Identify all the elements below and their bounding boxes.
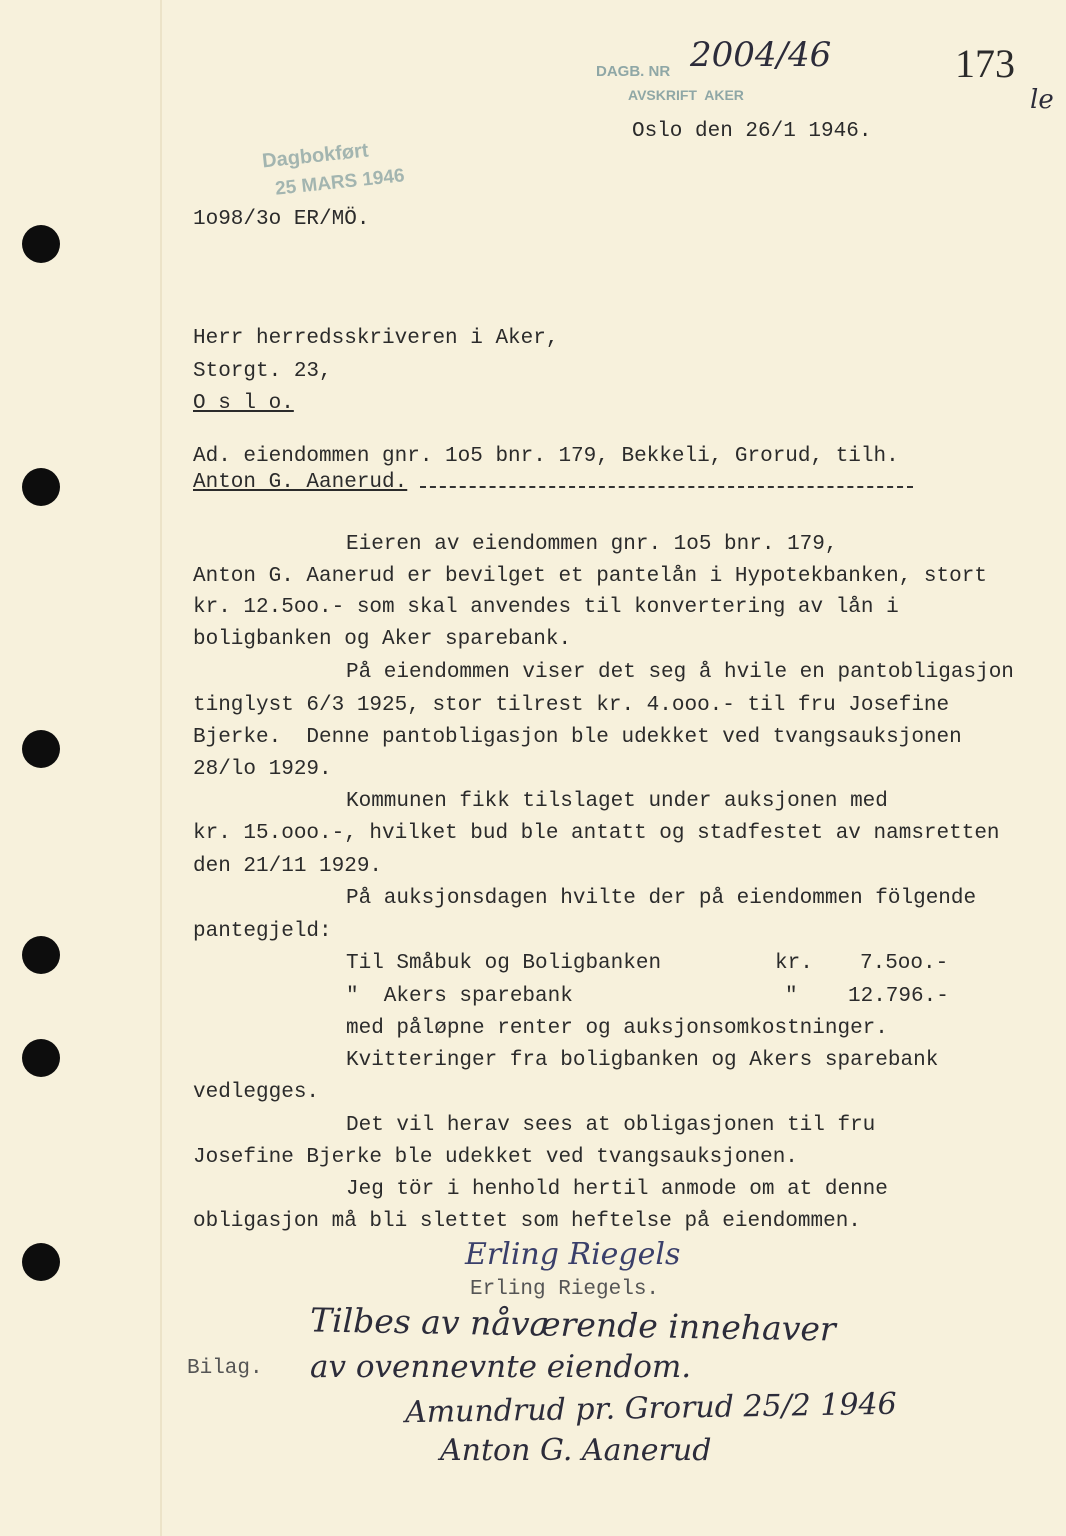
dagb-stamp: DAGB. NR xyxy=(596,63,671,80)
signature-handwritten: Erling Riegels xyxy=(465,1237,681,1272)
debt-currency: kr. xyxy=(775,952,813,975)
subject-line: Ad. eiendommen gnr. 1o5 bnr. 179, Bekkeli, Grorud, tilh. xyxy=(193,445,899,468)
reference: 1o98/3o ER/MÖ. xyxy=(193,208,370,231)
punch-hole xyxy=(22,1039,60,1077)
avskrift-stamp: AVSKRIFT AKER xyxy=(628,87,744,103)
body-line: boligbanken og Aker sparebank. xyxy=(193,628,572,651)
handwritten-note-line: Anton G. Aanerud xyxy=(440,1433,712,1468)
subject-underline xyxy=(420,486,913,488)
body-line: kr. 15.ooo.-, hvilket bud ble antatt og stadfestet av namsretten xyxy=(193,822,1000,845)
enclosure-label: Bilag. xyxy=(187,1357,263,1380)
fold-line xyxy=(160,0,162,1536)
body-line: Anton G. Aanerud er bevilget et pantelån i Hypotekbanken, stort xyxy=(193,565,987,588)
body-line: vedlegges. xyxy=(193,1081,320,1104)
body-line: På auksjonsdagen hvilte der på eiendommen fölgende xyxy=(346,887,977,910)
body-line: kr. 12.5oo.- som skal anvendes til konvertering av lån i xyxy=(193,596,899,619)
body-line: Kvitteringer fra boligbanken og Akers sparebank xyxy=(346,1049,939,1072)
address-line: Herr herredsskriveren i Aker, xyxy=(193,327,559,350)
body-line: Josefine Bjerke ble udekket ved tvangsauksjonen. xyxy=(193,1146,798,1169)
debt-name: " Akers sparebank xyxy=(346,985,573,1008)
page-number: 173 xyxy=(955,41,1015,86)
body-line: 28/lo 1929. xyxy=(193,758,332,781)
address-line: O s l o. xyxy=(193,392,294,415)
debt-amount: 7.5oo.- xyxy=(860,952,949,975)
debt-currency: " xyxy=(785,985,798,1008)
punch-hole xyxy=(22,730,60,768)
dagbok-stamp: Dagbokført xyxy=(261,139,370,173)
body-line: Bjerke. Denne pantobligasjon ble udekket ved tvangsauksjonen xyxy=(193,726,962,749)
place-date: Oslo den 26/1 1946. xyxy=(632,120,872,143)
punch-hole xyxy=(22,1243,60,1281)
body-line: Kommunen fikk tilslaget under auksjonen med xyxy=(346,790,888,813)
body-line: obligasjon må bli slettet som heftelse på eiendommen. xyxy=(193,1210,861,1233)
page-mark: le xyxy=(1030,85,1054,115)
body-line: tinglyst 6/3 1925, stor tilrest kr. 4.ooo.- til fru Josefine xyxy=(193,694,950,717)
body-line: den 21/11 1929. xyxy=(193,855,383,878)
handwritten-note-line: Tilbes av nåværende innehaver xyxy=(309,1300,837,1349)
debt-amount: 12.796.- xyxy=(848,985,949,1008)
dagbok-stamp-date: 25 MARS 1946 xyxy=(274,165,406,200)
punch-hole xyxy=(22,936,60,974)
address-line: Storgt. 23, xyxy=(193,360,332,383)
body-line: Eieren av eiendommen gnr. 1o5 bnr. 179, xyxy=(346,533,838,556)
handwritten-note-line: av ovennevnte eiendom. xyxy=(310,1349,692,1385)
body-line: Det vil herav sees at obligasjonen til fru xyxy=(346,1114,876,1137)
punch-hole xyxy=(22,225,60,263)
handwritten-note-line: Amundrud pr. Grorud 25/2 1946 xyxy=(404,1386,897,1431)
body-line: På eiendommen viser det seg å hvile en pantobligasjon xyxy=(346,661,1014,684)
debt-name: Til Småbuk og Boligbanken xyxy=(346,952,662,975)
body-line: Jeg tör i henhold hertil anmode om at denne xyxy=(346,1178,888,1201)
punch-hole xyxy=(22,468,60,506)
body-line: med påløpne renter og auksjonsomkostninger. xyxy=(346,1017,888,1040)
subject-line: Anton G. Aanerud. xyxy=(193,471,408,494)
body-line: pantegjeld: xyxy=(193,920,332,943)
signature-typed: Erling Riegels. xyxy=(470,1278,660,1301)
dagb-number-handwritten: 2004/46 xyxy=(690,35,832,75)
